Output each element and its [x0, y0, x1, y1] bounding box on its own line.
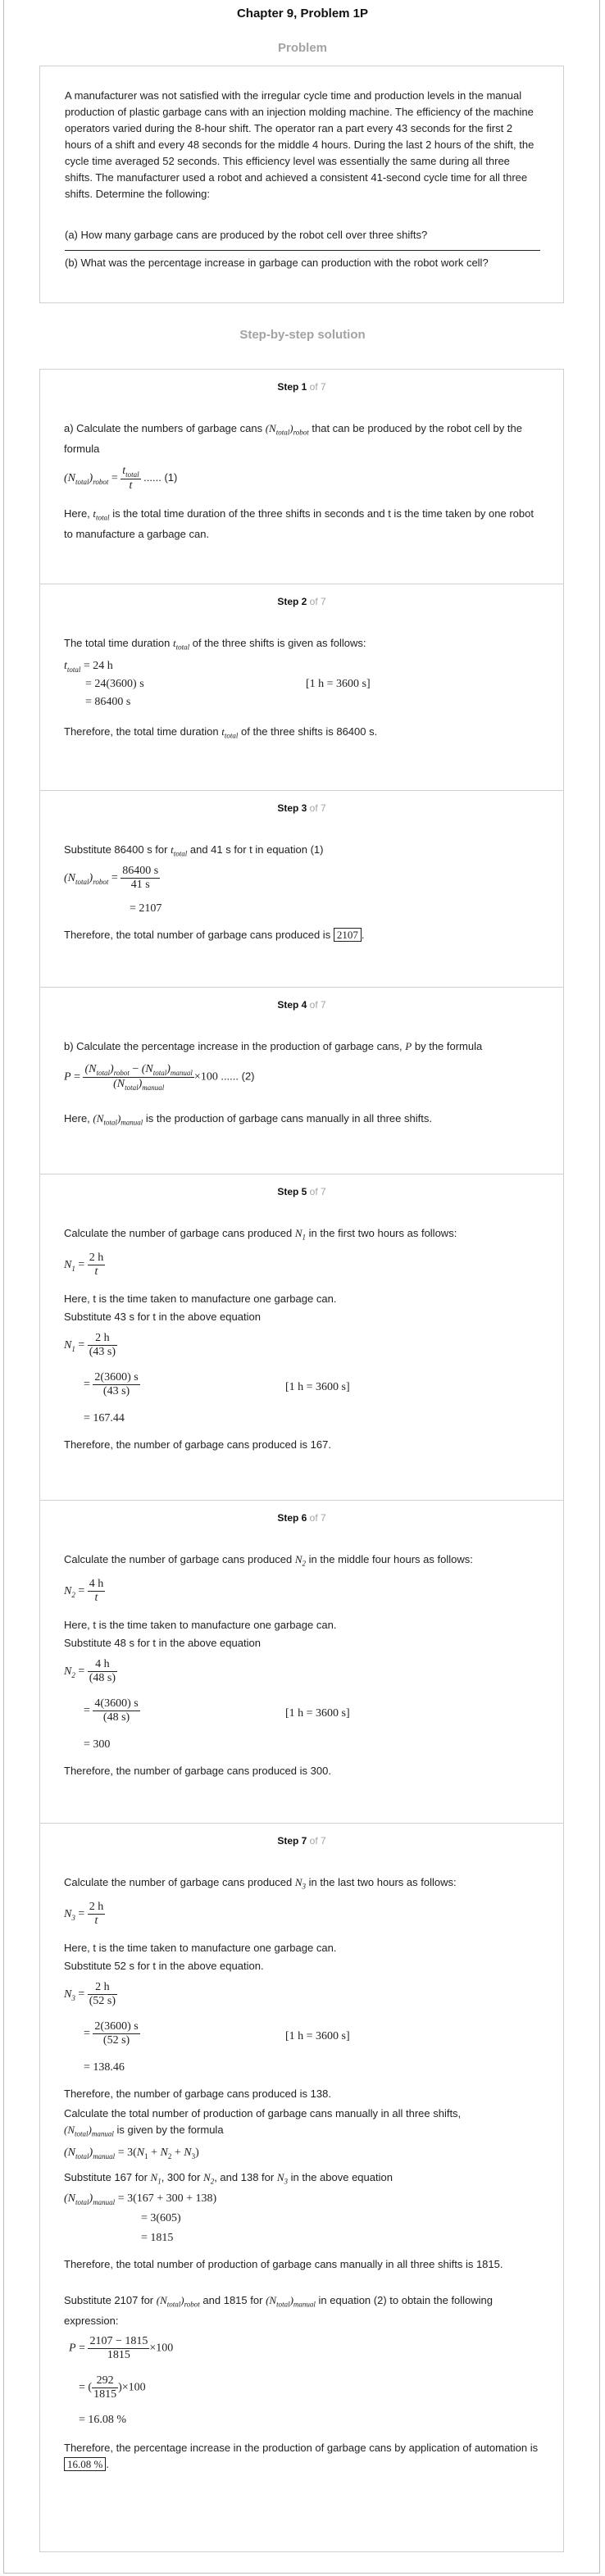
- step-1-title: [39, 381, 564, 393]
- step-4-here: Here, $(N_{total})_{manual}$ is the production of garbage cans manually in all three shifts.: [64, 1112, 432, 1127]
- step-6-title: Step 6 of 7: [277, 1512, 326, 1524]
- step-3: [39, 790, 564, 987]
- step-6-intro: Calculate the number of garbage cans produced $N_2$ in the middle four hours as follows:: [64, 1553, 473, 1568]
- manual-line-1: $(N_{total})_{manual} = 3(167 + 300 + 138)$: [64, 2192, 217, 2206]
- step-5-substitute: Substitute 43 s for t in the above equation: [64, 1311, 261, 1323]
- solution-heading: Step-by-step solution: [239, 328, 366, 342]
- step-1-here: Here, $t_{total}$ is the total time duration of the three shifts in seconds and t is the time taken by one robot to manufacture a garbage can.: [64, 507, 534, 540]
- step-4: [39, 987, 564, 1174]
- question-b: (b) What was the percentage increase in garbage can production with the robot work cell?: [65, 257, 489, 269]
- step-7-here: Here, t is the time taken to manufacture one garbage can.: [64, 1942, 337, 1954]
- n1-result: = 167.44: [84, 1412, 125, 1424]
- step-4-intro: b) Calculate the percentage increase in the production of garbage cans, P by the formula: [64, 1040, 483, 1052]
- step-2-title: Step 2 of 7: [277, 596, 326, 607]
- question-divider: [65, 250, 540, 251]
- manual-formula: $(N_{total})_{manual} = 3(N_1 + N_2 + N_3)$: [64, 2147, 199, 2160]
- step-4-title: Step 4 of 7: [277, 999, 326, 1011]
- robot-equation: $(N_{total})_{robot}$ = $\frac{86400 s}{41 s}$: [64, 865, 159, 891]
- step-2-intro: The total time duration $t_{total}$ of the three shifts is given as follows:: [64, 637, 366, 652]
- step-5-here: Here, t is the time taken to manufacture one garbage can.: [64, 1293, 337, 1305]
- n1-formula: $N_1$ = $\frac{2 h}{t}$: [64, 1252, 104, 1278]
- problem-box: [39, 66, 564, 303]
- manual-line-3: = 1815: [141, 2232, 174, 2244]
- time-line-3: = 86400 s: [85, 696, 131, 708]
- manual-conclusion: Therefore, the total number of production of garbage cans manually in all three shifts is 1815.: [64, 2258, 503, 2270]
- step-7-conversion: [1 h = 3600 s]: [285, 2030, 350, 2042]
- step-2-conclusion: Therefore, the total time duration $t_{total}$ of the three shifts is 86400 s.: [64, 725, 378, 740]
- step-label: Step 1: [277, 381, 307, 393]
- n3-substituted: $N_3$ = $\frac{2 h}{(52 s)}$: [64, 1981, 116, 2007]
- question-a: (a) How many garbage cans are produced by the robot cell over three shifts?: [65, 229, 428, 241]
- final-answer-box: 16.08 %: [64, 2457, 106, 2471]
- n3-result: = 138.46: [84, 2061, 125, 2074]
- n2-formula: $N_2$ = $\frac{4 h}{t}$: [64, 1578, 104, 1604]
- page-title: Chapter 9, Problem 1P: [236, 7, 369, 20]
- step-7: [39, 1823, 564, 2552]
- time-line-2: = 24(3600) s: [85, 678, 144, 690]
- manual-line-2: = 3(605): [141, 2212, 181, 2224]
- step-7-intro: Calculate the number of garbage cans produced $N_3$ in the last two hours as follows:: [64, 1876, 457, 1891]
- problem-statement: A manufacturer was not satisfied with the irregular cycle time and production levels in the manual production of plastic garbage cans with an injection molding machine. The efficiency of the machine operators varied during the 8-hour shift. The operator ran a part every 43 seconds for the first 2 hours of a shift and every 48 seconds for the middle 4 hours. During the last 2 hours of the shift, the cycle time averaged 52 seconds. This efficiency level was essentially the same during all three shifts. The manufacturer used a robot and achieved a consistent 41-second cycle time for all three shifts. Determine the following:: [65, 89, 534, 200]
- time-conversion: [1 h = 3600 s]: [306, 678, 371, 690]
- step-7-substitute: Substitute 52 s for t in the above equation.: [64, 1960, 264, 1972]
- percentage-result: = 16.08 %: [79, 2414, 127, 2426]
- step-5-conclusion: Therefore, the number of garbage cans produced is 167.: [64, 1438, 331, 1451]
- n3-formula: $N_3$ = $\frac{2 h}{t}$: [64, 1901, 104, 1927]
- n1-converted: = $\frac{2(3600) s}{(43 s)}$: [84, 1371, 139, 1397]
- robot-result: = 2107: [130, 902, 162, 915]
- step-5-conversion: [1 h = 3600 s]: [285, 1381, 350, 1393]
- n2-substituted: $N_2$ = $\frac{4 h}{(48 s)}$: [64, 1658, 116, 1684]
- step-5: [39, 1174, 564, 1500]
- step-6-substitute: Substitute 48 s for t in the above equation: [64, 1637, 261, 1649]
- step-6: [39, 1500, 564, 1823]
- n2-result: = 300: [84, 1738, 111, 1751]
- step-1-intro: a) Calculate the numbers of garbage cans $(N_{total})_{robot}$ that can be produced by the robot cell by the formula: [64, 422, 522, 455]
- step-7-conclusion: Therefore, the number of garbage cans produced is 138.: [64, 2088, 331, 2100]
- equation-1: $(N_{total})_{robot}$ = $\frac{t_{total}}{t}$ ...... (1): [64, 465, 178, 492]
- step-6-conclusion: Therefore, the number of garbage cans produced is 300.: [64, 1765, 331, 1777]
- step-3-intro: Substitute 86400 s for $t_{total}$ and 41 s for t in equation (1): [64, 843, 324, 858]
- manual-intro: Calculate the total number of production of garbage cans manually in all three shifts, $(N_{total})_{manual}$ is given by the formula: [64, 2107, 462, 2138]
- percentage-line-1: P = $\frac{2107 - 1815}{1815}$ ×100: [69, 2335, 174, 2361]
- step-6-conversion: [1 h = 3600 s]: [285, 1707, 350, 1720]
- step-3-conclusion: Therefore, the total number of garbage cans produced is 2107 .: [64, 929, 365, 941]
- n2-converted: = $\frac{4(3600) s}{(48 s)}$: [84, 1697, 139, 1724]
- percentage-line-2: = ( $\frac{292}{1815}$ )×100: [79, 2374, 146, 2401]
- step-count: of 7: [307, 381, 326, 393]
- step-6-here: Here, t is the time taken to manufacture one garbage can.: [64, 1619, 337, 1631]
- time-line-1: $t_{total} = 24$ h: [64, 660, 113, 674]
- step-7-title: Step 7 of 7: [277, 1835, 326, 1847]
- manual-substitute: Substitute 167 for $N_1$, 300 for $N_2$, and 138 for $N_3$ in the above equation: [64, 2171, 393, 2186]
- step-5-intro: Calculate the number of garbage cans produced $N_1$ in the first two hours as follows:: [64, 1227, 457, 1242]
- step-5-title: Step 5 of 7: [277, 1186, 326, 1197]
- percentage-substitute: Substitute 2107 for $(N_{total})_{robot}$ and 1815 for $(N_{total})_{manual}$ in equation (2) to obtain the following expression:: [64, 2294, 494, 2327]
- problem-heading: Problem: [277, 41, 327, 55]
- percentage-formula: P = $\frac{(N_{total})_{robot} - (N_{total})_{manual}}{(N_{total})_{manual}}$ ×100 ...... (2): [64, 1063, 255, 1092]
- final-conclusion: Therefore, the percentage increase in the production of garbage cans by application of automation is 16.08 % .: [64, 2442, 539, 2470]
- step-2: [39, 584, 564, 790]
- step-1: [39, 369, 564, 584]
- answer-box: 2107: [334, 928, 362, 942]
- n3-converted: = $\frac{2(3600) s}{(52 s)}$: [84, 2020, 139, 2047]
- n1-substituted: $N_1$ = $\frac{2 h}{(43 s)}$: [64, 1332, 116, 1358]
- step-3-title: Step 3 of 7: [277, 802, 326, 814]
